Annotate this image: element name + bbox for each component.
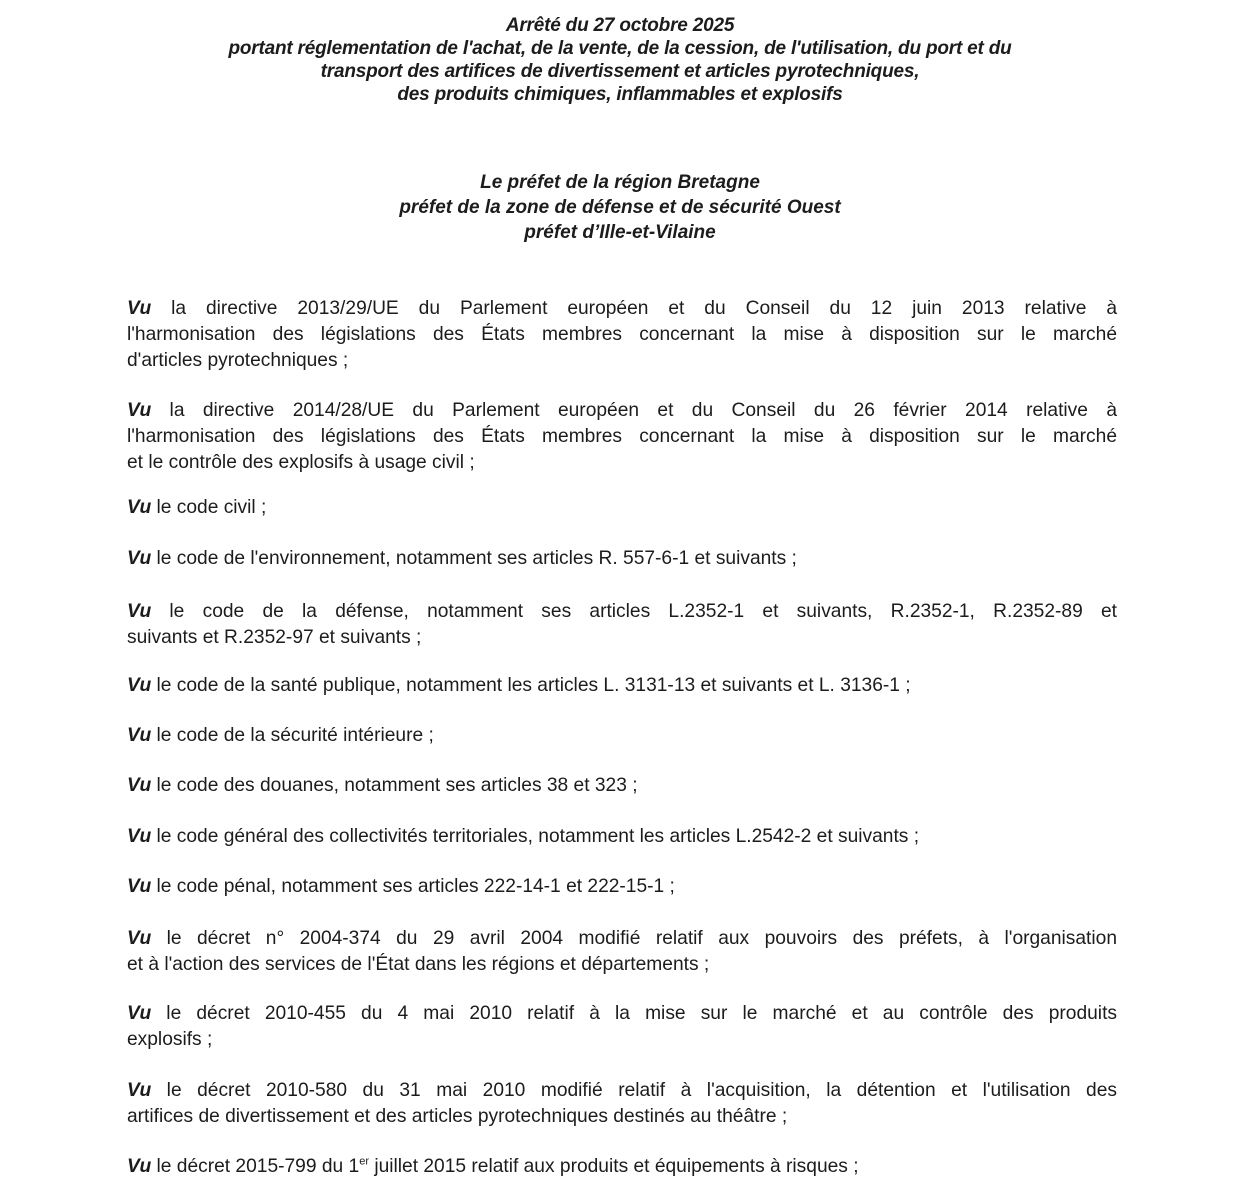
visa-text: le code civil ; (151, 497, 267, 518)
authority-line: Le préfet de la région Bretagne (480, 172, 760, 193)
visa-text: la directive 2013/29/UE du Parlement européen et du Conseil du 12 juin 2013 relative à (151, 298, 1117, 319)
visa-text: et à l'action des services de l'État dans les régions et départements ; (127, 954, 710, 975)
visa-text: le code de la santé publique, notamment les articles L. 3131-13 et suivants et L. 3136-1 ; (151, 675, 911, 696)
decree-title-line: portant réglementation de l'achat, de la vente, de la cession, de l'utilisation, du port et du (228, 38, 1012, 59)
ordinal-superscript: er (359, 1155, 369, 1168)
visa-text: le code des douanes, notamment ses articles 38 et 323 ; (151, 775, 638, 796)
visa-text: la directive 2014/28/UE du Parlement européen et du Conseil du 26 février 2014 relative à (151, 400, 1117, 421)
vu-label: Vu (127, 775, 152, 796)
visa-text: et le contrôle des explosifs à usage civil ; (127, 452, 475, 473)
visa-item (127, 1001, 1117, 1053)
decree-title-line: des produits chimiques, inflammables et explosifs (397, 84, 843, 105)
visa-text: le décret 2015-799 du 1 (151, 1156, 360, 1177)
decree-title-line: transport des artifices de divertissement et articles pyrotechniques, (320, 61, 920, 82)
visa-item (127, 673, 1117, 699)
vu-label: Vu (127, 497, 152, 518)
visa-text: suivants et R.2352-97 et suivants ; (127, 627, 422, 648)
visa-item (127, 773, 1117, 799)
visa-item (127, 824, 1117, 850)
visa-text: l'harmonisation des législations des États membres concernant la mise à disposition sur le marché (127, 324, 1117, 345)
visa-item (127, 1154, 1117, 1180)
visa-text: l'harmonisation des législations des États membres concernant la mise à disposition sur le marché (127, 426, 1117, 447)
vu-label: Vu (127, 876, 152, 897)
visa-item (127, 874, 1117, 900)
visa-text: d'articles pyrotechniques ; (127, 350, 349, 371)
vu-label: Vu (127, 548, 152, 569)
visa-text: juillet 2015 relatif aux produits et équipements à risques ; (368, 1156, 859, 1177)
visa-text: le code pénal, notamment ses articles 222-14-1 et 222-15-1 ; (151, 876, 675, 897)
vu-label: Vu (127, 1080, 152, 1101)
vu-label: Vu (127, 1156, 152, 1177)
issuing-authority (0, 170, 1240, 245)
visa-item (127, 495, 1117, 521)
vu-label: Vu (127, 298, 152, 319)
vu-label: Vu (127, 725, 152, 746)
visa-text: le décret 2010-580 du 31 mai 2010 modifié relatif à l'acquisition, la détention et l'utilisation des (151, 1080, 1117, 1101)
visa-text: explosifs ; (127, 1029, 213, 1050)
vu-label: Vu (127, 601, 152, 622)
visa-item (127, 546, 1117, 572)
visa-item (127, 926, 1117, 978)
visa-text: le code de l'environnement, notamment ses articles R. 557-6-1 et suivants ; (151, 548, 797, 569)
decree-title (0, 14, 1240, 106)
vu-label: Vu (127, 826, 152, 847)
vu-label: Vu (127, 928, 152, 949)
vu-label: Vu (127, 400, 152, 421)
visa-text: le code général des collectivités territoriales, notamment les articles L.2542-2 et suivants ; (151, 826, 920, 847)
visa-text: artifices de divertissement et des articles pyrotechniques destinés au théâtre ; (127, 1106, 788, 1127)
visa-text: le décret 2010-455 du 4 mai 2010 relatif à la mise sur le marché et au contrôle des produits (151, 1003, 1117, 1024)
visa-item (127, 296, 1117, 374)
authority-line: préfet d’Ille-et-Vilaine (524, 222, 716, 243)
visa-item (127, 723, 1117, 749)
visa-item (127, 1078, 1117, 1130)
visa-item (127, 398, 1117, 476)
vu-label: Vu (127, 1003, 152, 1024)
visa-text: le décret n° 2004-374 du 29 avril 2004 modifié relatif aux pouvoirs des préfets, à l'organisation (151, 928, 1117, 949)
visa-item (127, 599, 1117, 651)
vu-label: Vu (127, 675, 152, 696)
visa-text: le code de la défense, notamment ses articles L.2352-1 et suivants, R.2352-1, R.2352-89 et (151, 601, 1117, 622)
authority-line: préfet de la zone de défense et de sécurité Ouest (399, 197, 841, 218)
decree-title-line: Arrêté du 27 octobre 2025 (505, 15, 735, 36)
visa-text: le code de la sécurité intérieure ; (151, 725, 434, 746)
